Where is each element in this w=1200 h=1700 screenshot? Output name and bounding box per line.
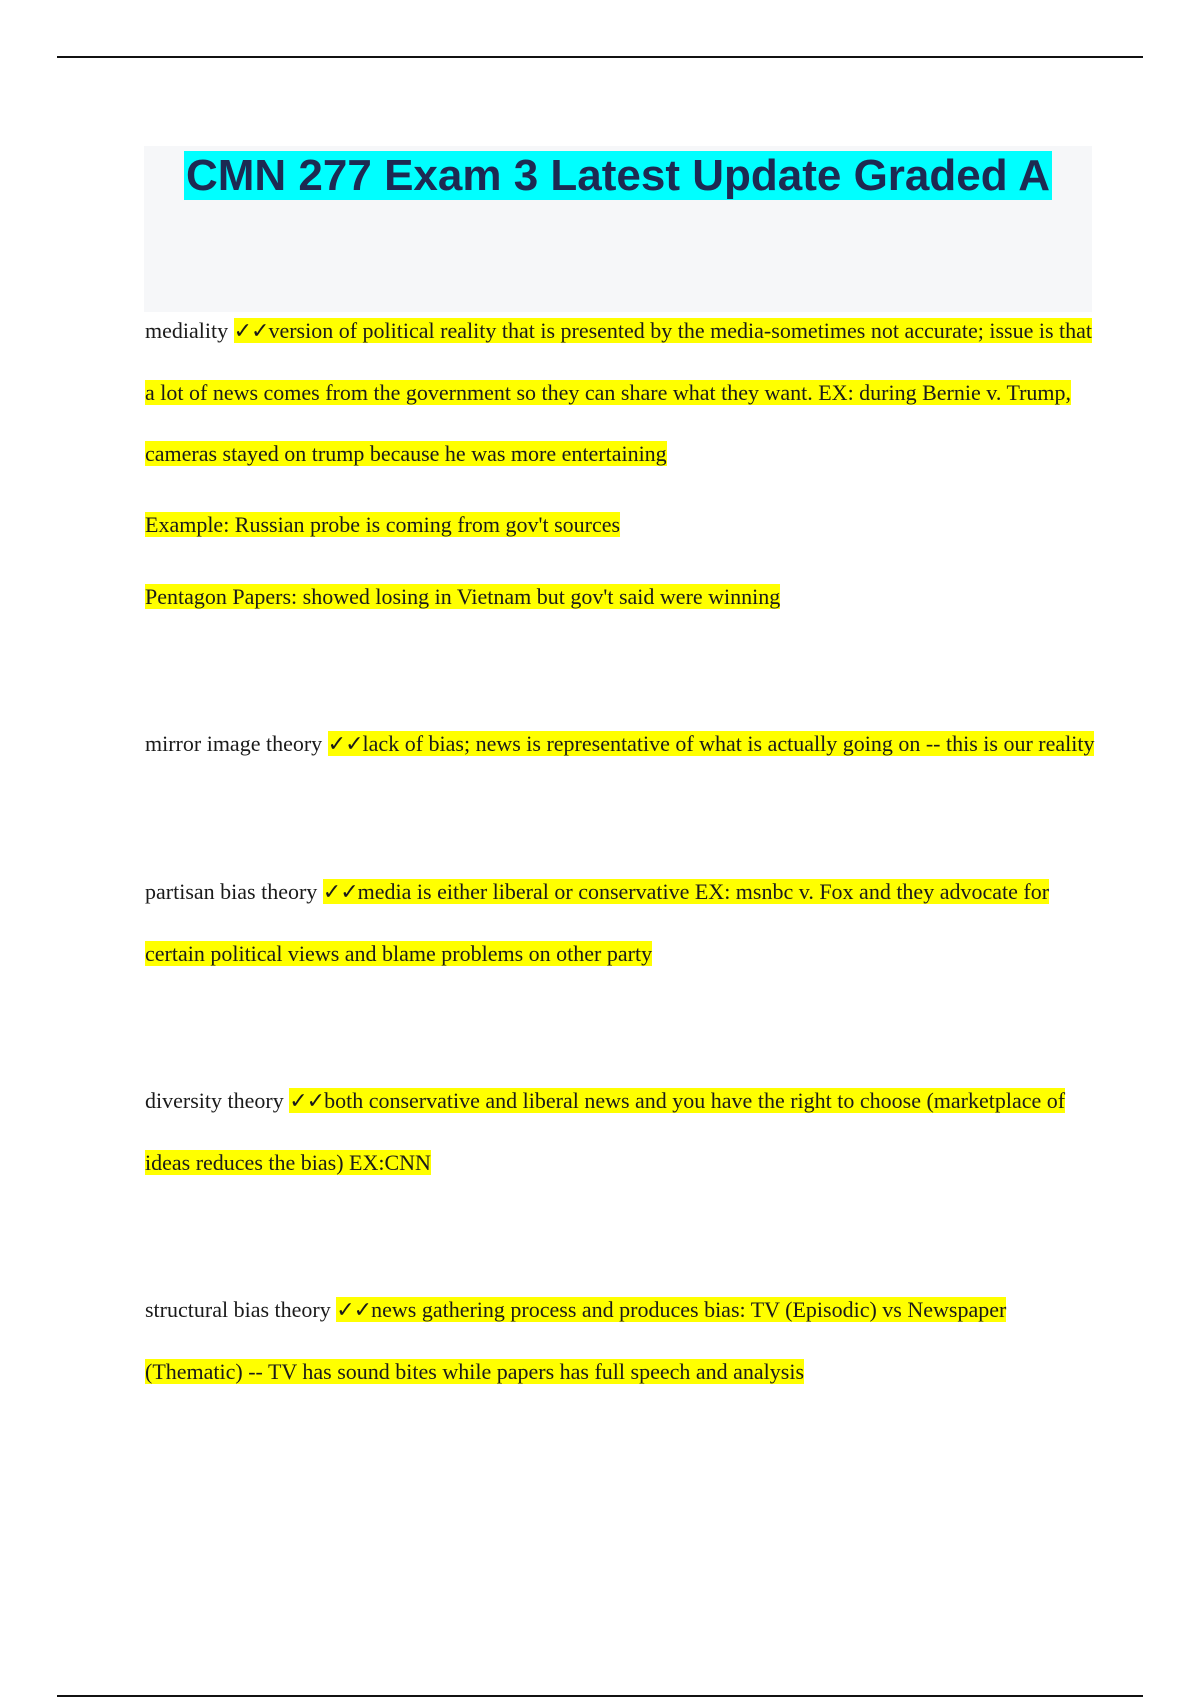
bottom-divider — [57, 1695, 1143, 1697]
answer — [145, 1088, 1065, 1175]
term: mediality — [145, 318, 229, 343]
term: diversity theory — [145, 1088, 284, 1113]
document-title-text: CMN 277 Exam 3 Latest Update Graded A — [186, 151, 1050, 200]
flashcard-entry — [145, 861, 1095, 984]
document-title — [144, 146, 1092, 203]
term: mirror image theory — [145, 731, 323, 756]
flashcard-entry — [145, 1279, 1095, 1402]
answer — [145, 318, 1092, 466]
definition: lack of bias; news is representative of what is actually going on -- this is our reality — [362, 731, 1095, 756]
definition: both conservative and liberal news and you have the right to choose (marketplace of ideas reduces the bias) EX:CNN — [145, 1088, 1066, 1175]
check-mark-icon: ✓✓ — [336, 1298, 372, 1323]
check-mark-icon: ✓✓ — [289, 1089, 325, 1114]
definition: version of political reality that is presented by the media-sometimes not accurate; issue is that a lot of news comes from the government so they can share what they want. EX: during Bernie v. Trump, cameras stayed on trump because he was more entertaining — [145, 318, 1093, 466]
flashcard-entry — [145, 713, 1095, 775]
flashcard-list — [145, 300, 1095, 1402]
top-divider — [57, 56, 1143, 58]
title-banner — [144, 146, 1092, 312]
answer — [328, 731, 1095, 756]
flashcard-note — [145, 566, 1095, 627]
check-mark-icon: ✓✓ — [327, 732, 363, 757]
flashcard-entry — [145, 1070, 1095, 1193]
check-mark-icon: ✓✓ — [322, 880, 358, 905]
term: structural bias theory — [145, 1297, 331, 1322]
note-text: Pentagon Papers: showed losing in Vietnam but gov't said were winning — [145, 584, 781, 609]
term: partisan bias theory — [145, 879, 318, 904]
check-mark-icon: ✓✓ — [233, 319, 269, 344]
note-text: Example: Russian probe is coming from gov't sources — [145, 512, 621, 537]
definition: news gathering process and produces bias: TV (Episodic) vs Newspaper (Thematic) -- TV has sound bites while papers has full speech and analysis — [145, 1297, 1007, 1384]
definition: media is either liberal or conservative EX: msnbc v. Fox and they advocate for certain political views and blame problems on other party — [145, 879, 1050, 966]
flashcard-entry — [145, 300, 1095, 484]
flashcard-note — [145, 494, 1095, 555]
